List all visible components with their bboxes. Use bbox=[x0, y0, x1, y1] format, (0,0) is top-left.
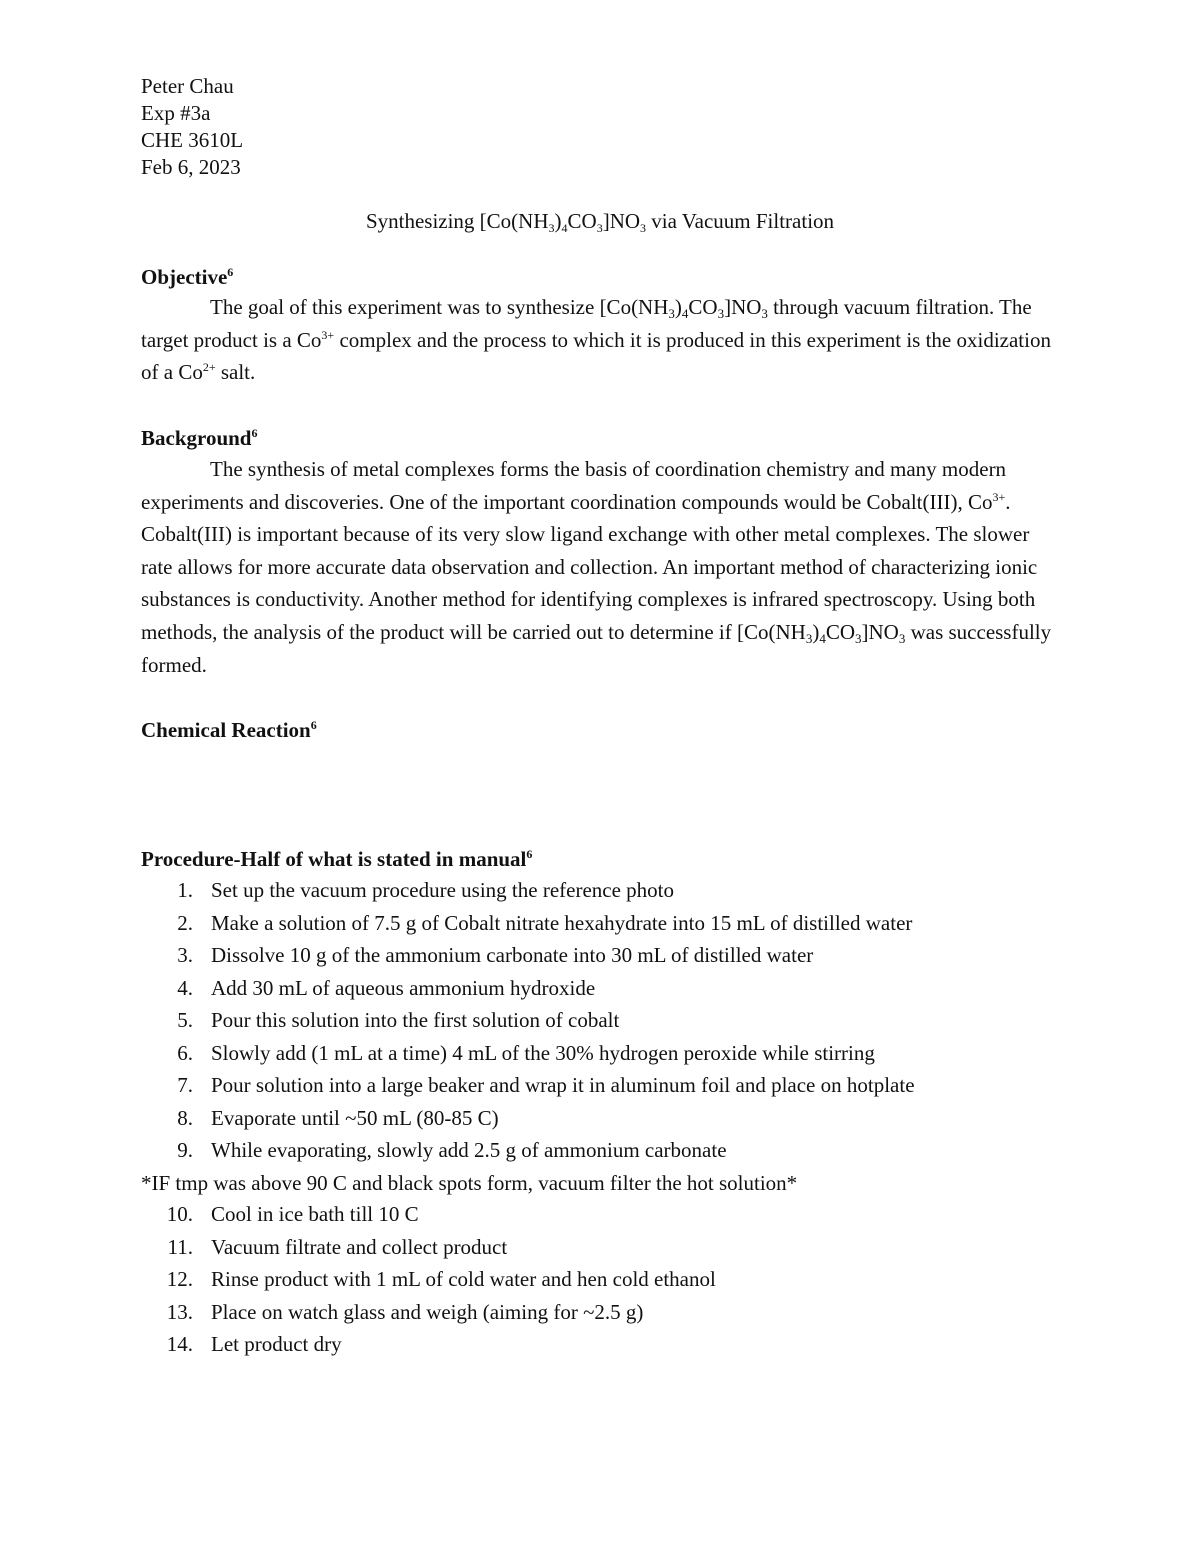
step-text: While evaporating, slowly add 2.5 g of ammonium carbonate bbox=[211, 1138, 727, 1162]
procedure-step bbox=[141, 874, 1101, 907]
step-text: Evaporate until ~50 mL (80-85 C) bbox=[211, 1105, 499, 1130]
procedure-step bbox=[141, 1134, 1101, 1167]
step-text: Slowly add (1 mL at a time) 4 mL of the 30% hydrogen peroxide while stirring bbox=[211, 1040, 875, 1065]
procedure-heading: Procedure-Half of what is stated in manual$^6$ bbox=[141, 847, 533, 871]
step-text: Dissolve 10 g of the ammonium carbonate into 30 mL of distilled water bbox=[211, 943, 814, 967]
step-number: 5. bbox=[177, 1008, 193, 1032]
procedure-step bbox=[141, 1004, 1101, 1037]
step-text: Rinse product with 1 mL of cold water and hen cold ethanol bbox=[211, 1267, 716, 1291]
background-paragraph: The synthesis of metal complexes forms the basis of coordination chemistry and many modern experiments and discoveries. One of the important coordination compounds would be Cobalt(III), $Co^{3+}$. Cobalt(III) is important because of its very slow ligand exchange with other metal complexes. The slower rate allows for more accurate data observation and collection. An important method of characterizing ionic substances is conductivity. Another method for identifying complexes is infrared spectroscopy. Using both methods, the analysis of the product will be carried out to determine if $[Co(NH_3)_4CO_3]NO_3$ was successfully formed. bbox=[141, 457, 1052, 677]
step-text: Cool in ice bath till 10 C bbox=[211, 1202, 419, 1226]
procedure-step bbox=[141, 1328, 1101, 1361]
procedure-step bbox=[141, 1263, 1101, 1296]
step-text: Pour solution into a large beaker and wrap it in aluminum foil and place on hotplate bbox=[211, 1073, 915, 1097]
step-text: Make a solution of 7.5 g of Cobalt nitrate hexahydrate into 15 mL of distilled water bbox=[211, 910, 913, 935]
objective-heading: Objective$^6$ bbox=[141, 265, 234, 289]
procedure-step bbox=[141, 1037, 1101, 1070]
procedure-step bbox=[141, 972, 1101, 1005]
report-date: Feb 6, 2023 bbox=[141, 155, 241, 179]
procedure-steps-list-continued bbox=[141, 1198, 1101, 1361]
procedure-step bbox=[141, 1069, 1101, 1102]
step-text: Place on watch glass and weigh (aiming for ~2.5 g) bbox=[211, 1299, 644, 1324]
step-text: Let product dry bbox=[211, 1332, 342, 1356]
step-number: 6. bbox=[177, 1040, 193, 1065]
step-number: 14. bbox=[166, 1332, 193, 1356]
step-text: Add 30 mL of aqueous ammonium hydroxide bbox=[211, 975, 596, 1000]
procedure-steps-list bbox=[141, 874, 1101, 1167]
procedure-step bbox=[141, 1231, 1101, 1264]
step-number: 9. bbox=[177, 1138, 193, 1162]
procedure-step bbox=[141, 1102, 1101, 1135]
author-name: Peter Chau bbox=[141, 74, 234, 98]
step-number: 4. bbox=[177, 975, 193, 1000]
objective-paragraph: The goal of this experiment was to synthesize $[Co(NH_3)_4CO_3]NO_3$ through vacuum filtration. The target product is a $Co^{3+}$ complex and the process to which it is produced in this experiment is the oxidization of a $Co^{2+}$ salt. bbox=[141, 295, 1051, 385]
step-text: Vacuum filtrate and collect product bbox=[211, 1234, 508, 1259]
step-number: 12. bbox=[166, 1267, 193, 1291]
step-number: 2. bbox=[177, 910, 193, 935]
chemical-reaction-heading: Chemical Reaction$^6$ bbox=[141, 718, 317, 742]
step-text: Set up the vacuum procedure using the reference photo bbox=[211, 878, 674, 902]
procedure-step bbox=[141, 1198, 1101, 1231]
procedure-note: *IF tmp was above 90 C and black spots form, vacuum filter the hot solution* bbox=[141, 1171, 798, 1195]
step-number: 7. bbox=[177, 1073, 193, 1097]
procedure-step bbox=[141, 939, 1101, 972]
step-number: 1. bbox=[177, 878, 193, 902]
step-number: 10. bbox=[166, 1202, 193, 1226]
experiment-number: Exp #3a bbox=[141, 101, 211, 125]
document-title: Synthesizing $[Co(NH_3)_4CO_3]NO_3$ via Vacuum Filtration bbox=[365, 209, 835, 235]
background-heading: Background$^6$ bbox=[141, 426, 258, 450]
procedure-step bbox=[141, 907, 1101, 940]
step-number: 13. bbox=[166, 1299, 193, 1324]
step-number: 3. bbox=[177, 943, 193, 967]
step-number: 8. bbox=[177, 1105, 193, 1130]
step-number: 11. bbox=[167, 1234, 193, 1259]
course-code: CHE 3610L bbox=[141, 128, 244, 152]
procedure-step bbox=[141, 1296, 1101, 1329]
step-text: Pour this solution into the first solution of cobalt bbox=[211, 1008, 620, 1032]
